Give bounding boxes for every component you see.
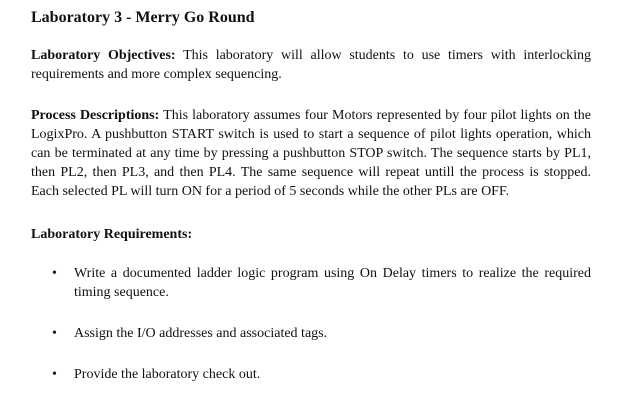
objectives-text: This laboratory will allow students to use timers with interlocking requirements and more complex sequencing. (31, 48, 591, 82)
requirement-text: Assign the I/O addresses and associated tags. (74, 326, 328, 341)
bullet-icon: • (52, 367, 57, 382)
bullet-icon: • (52, 266, 57, 281)
objectives-paragraph (31, 46, 591, 84)
requirement-text: Provide the laboratory check out. (74, 367, 261, 382)
requirements-heading: Laboratory Requirements: (31, 227, 193, 242)
requirement-item (31, 365, 591, 384)
process-description-text: This laboratory assumes four Motors represented by four pilot lights on the LogixPro. A pushbutton START switch is used to start a sequence of pilot lights operation, which can be terminated at any time by pressing a pushbutton STOP switch. The sequence starts by PL1, then PL2, then PL3, and then PL4. The same sequence will repeat untill the process is stopped. Each selected PL will turn ON for a period of 5 seconds while the other PLs are OFF. (31, 108, 591, 199)
process-description-label: Process Descriptions: (31, 108, 160, 123)
document-page (31, 7, 591, 384)
objectives-label: Laboratory Objectives: (31, 48, 176, 63)
requirement-text: Write a documented ladder logic program using On Delay timers to realize the required timing sequence. (74, 266, 591, 300)
process-description-paragraph (31, 106, 591, 201)
requirement-item (31, 264, 591, 302)
requirements-list (31, 264, 591, 384)
document-title: Laboratory 3 - Merry Go Round (31, 9, 255, 26)
bullet-icon: • (52, 326, 57, 341)
requirement-item (31, 324, 591, 343)
